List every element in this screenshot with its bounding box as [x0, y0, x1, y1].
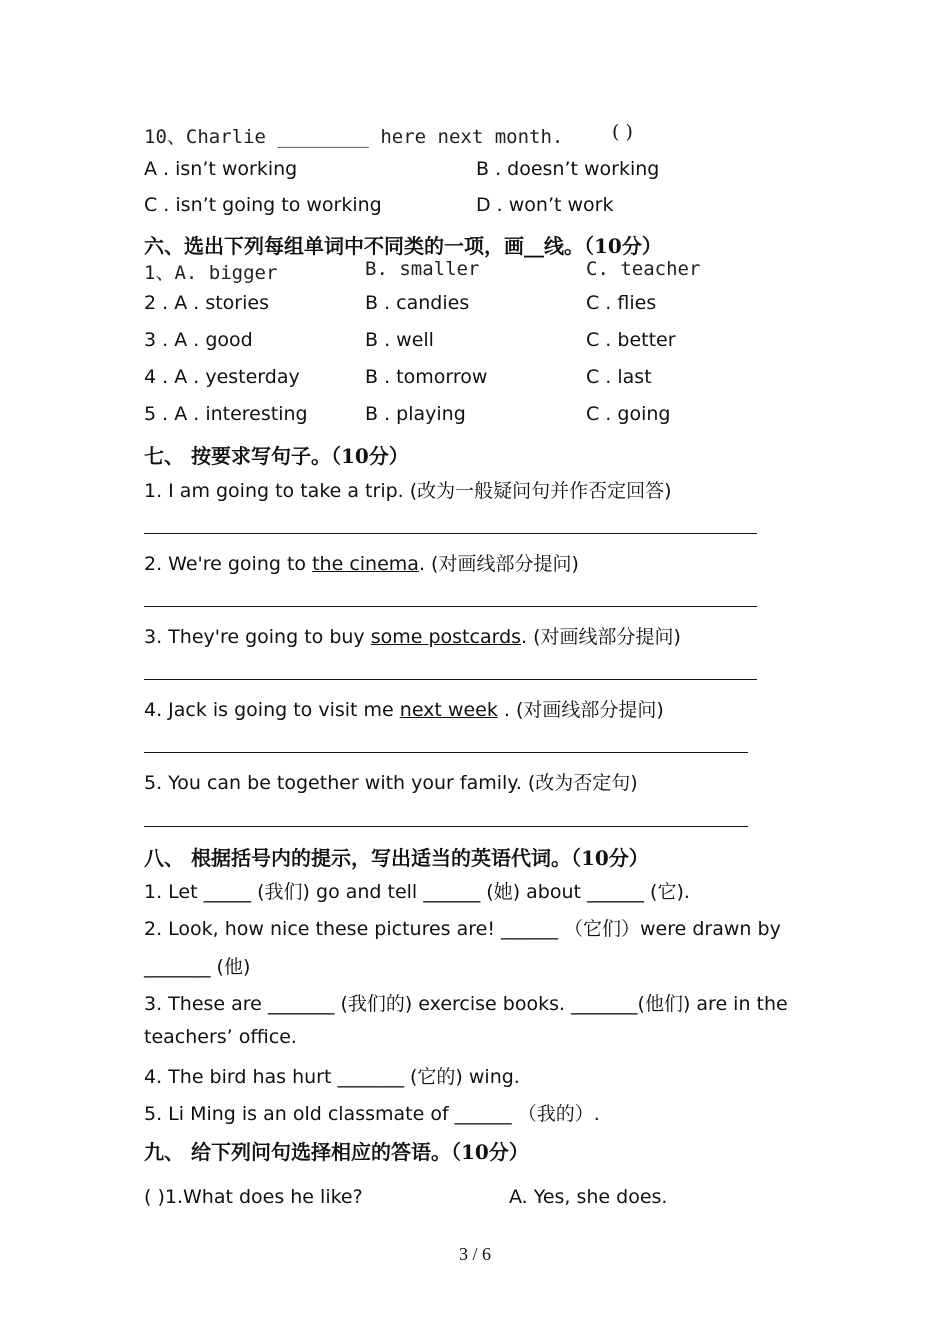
s7-item2-pre: 2. We're going to — [144, 553, 313, 575]
section6-heading: 六、选出下列每组单词中不同类的一项，画__线。（10分） — [144, 234, 662, 258]
s8-line-5: 5. Li Ming is an old classmate of ______ （我的）. — [144, 1103, 600, 1125]
s7-item2-post: . (对画线部分提问) — [418, 553, 579, 575]
s6-row2-a: 2 . A . stories — [144, 292, 269, 314]
s7-item2 — [144, 549, 579, 576]
s7-answer-line-4[interactable] — [144, 752, 748, 753]
s7-answer-line-3[interactable] — [144, 679, 757, 680]
s6-row5-c: C . going — [586, 403, 671, 425]
s7-item3-pre: 3. They're going to buy — [144, 626, 371, 648]
section7-heading: 七、 按要求写句子。（10分） — [144, 444, 409, 468]
s8-line-3: 3. These are _______ (我们的) exercise books. _______(他们) are in the — [144, 993, 788, 1015]
s7-item4-underlined: next week — [399, 699, 498, 721]
s7-item3-post: . (对画线部分提问) — [521, 626, 681, 648]
s7-item2-underlined: the cinema — [312, 553, 419, 575]
s6-row3-c: C . better — [586, 329, 676, 351]
q10-option-c: C . isn’t going to working — [144, 194, 382, 216]
q10-option-b: B . doesn’t working — [476, 158, 660, 180]
s7-item3 — [144, 622, 681, 649]
q10-option-d: D . won’t work — [476, 194, 614, 216]
s7-answer-line-5[interactable] — [144, 826, 748, 827]
section9-heading: 九、 给下列问句选择相应的答语。（10分） — [144, 1140, 529, 1164]
s6-row2-b: B . candies — [365, 292, 470, 314]
s7-answer-line-1[interactable] — [144, 533, 757, 534]
s6-row3-b: B . well — [365, 329, 434, 351]
page-number: 3 / 6 — [458, 1244, 491, 1264]
s7-item4-post: . (对画线部分提问) — [497, 699, 664, 721]
s7-item1-text: 1. I am going to take a trip. (改为一般疑问句并作否定回答) — [144, 480, 672, 502]
section8-heading: 八、 根据括号内的提示，写出适当的英语代词。（10分） — [144, 846, 649, 870]
s7-item1 — [144, 476, 672, 503]
s6-row4-b: B . tomorrow — [365, 366, 488, 388]
s6-row1-c: C. teacher — [586, 258, 701, 280]
s7-item5 — [144, 768, 638, 795]
s6-row3-a: 3 . A . good — [144, 329, 253, 351]
s6-row4-c: C . last — [586, 366, 652, 388]
s8-line-2-cont: _______ (他) — [144, 956, 251, 978]
q10-stem: 10、Charlie ________ here next month. — [144, 126, 564, 148]
s7-item4 — [144, 695, 664, 722]
s8-line-3-cont: teachers’ office. — [144, 1026, 297, 1048]
s9-question-1: ( )1.What does he like? — [144, 1186, 363, 1208]
s7-answer-line-2[interactable] — [144, 606, 757, 607]
s6-row2-c: C . flies — [586, 292, 657, 314]
s6-row1-b: B. smaller — [365, 258, 480, 280]
q10-answer-paren: ( ) — [612, 121, 633, 143]
s7-item4-pre: 4. Jack is going to visit me — [144, 699, 400, 721]
s6-row4-a: 4 . A . yesterday — [144, 366, 300, 388]
s7-item5-text: 5. You can be together with your family. (改为否定句) — [144, 772, 638, 794]
q10-option-a: A . isn’t working — [144, 158, 298, 180]
s6-row5-a: 5 . A . interesting — [144, 403, 308, 425]
s6-row5-b: B . playing — [365, 403, 466, 425]
s6-row1-a: 1、A. bigger — [144, 262, 278, 284]
s8-line-4: 4. The bird has hurt _______ (它的) wing. — [144, 1066, 520, 1088]
s9-answer-a: A. Yes, she does. — [509, 1186, 668, 1208]
s7-item3-underlined: some postcards — [370, 626, 522, 648]
s8-line-1: 1. Let _____ (我们) go and tell ______ (她) about ______ (它). — [144, 881, 690, 903]
s8-line-2: 2. Look, how nice these pictures are! ______ （它们）were drawn by — [144, 918, 781, 940]
